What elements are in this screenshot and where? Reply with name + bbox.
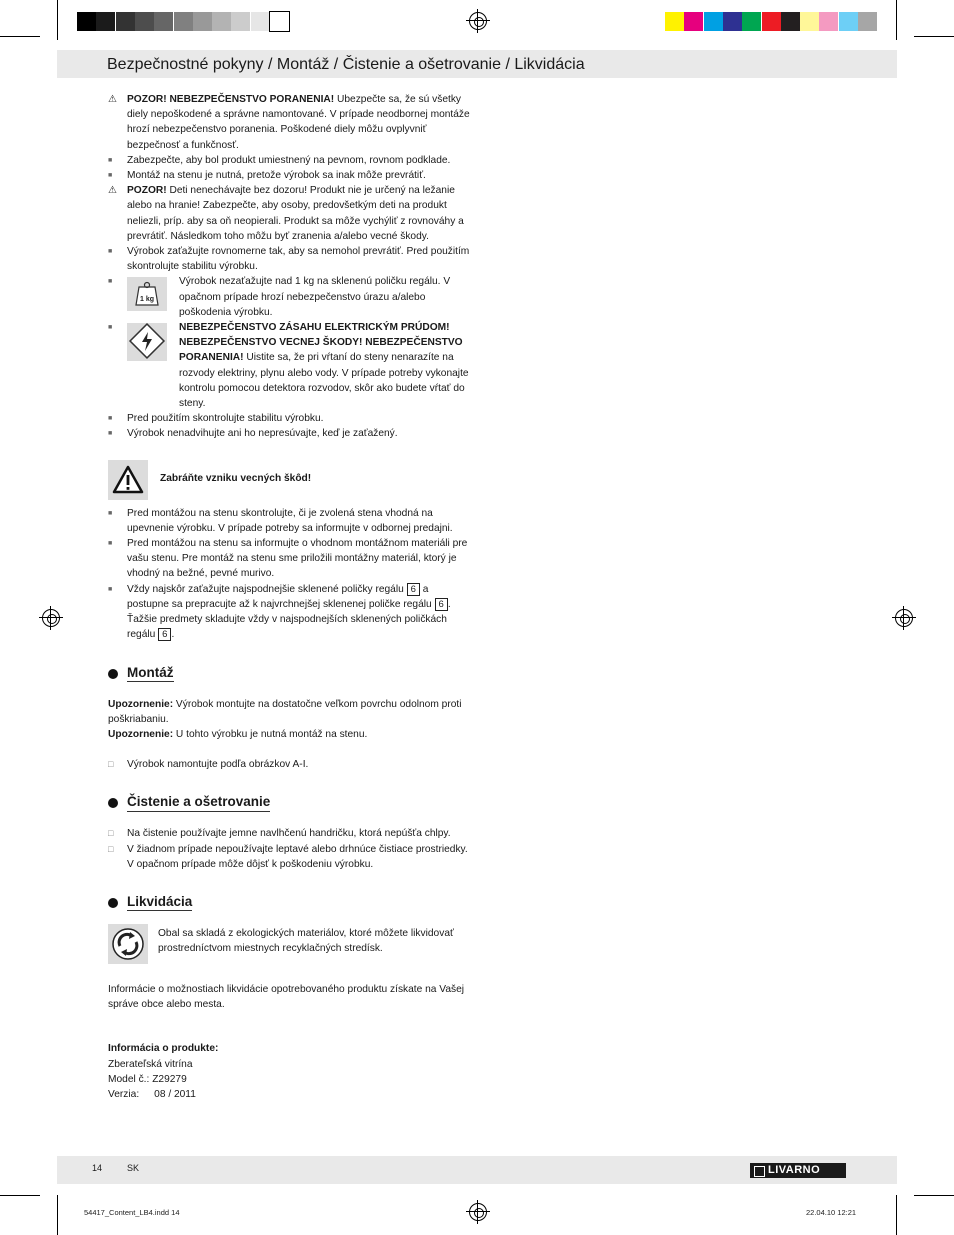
item-text: Výrobok nezaťažujte nad 1 kg na sklenenú poličku regálu. V opačnom prípade hrozí nebezpečenstvo úrazu a/alebo poškodenia výrobku. <box>179 276 451 318</box>
page-footer <box>57 1156 897 1184</box>
warning-triangle-icon <box>108 460 148 500</box>
safety-item <box>108 168 470 183</box>
safety-item <box>108 274 470 320</box>
model-value: Z29279 <box>152 1073 187 1085</box>
disposal-text: Obal sa skladá z ekologických materiálov, ktoré môžete likvidovať prostredníctvom miestnych recyklačných stredísk. <box>158 927 454 955</box>
bullet-icon <box>108 536 122 552</box>
bullet-dot-icon <box>108 798 118 808</box>
item-text: a postupne sa prepracujte až k najvrchnejšej sklenenej poličke regálu <box>127 583 435 610</box>
brand-mark-icon <box>754 1166 765 1177</box>
color-swatch <box>781 12 800 31</box>
section-heading-montaz <box>108 665 470 683</box>
version-label: Verzia: <box>108 1088 140 1100</box>
brand-logo <box>750 1163 846 1178</box>
weight-label: 1 kg <box>139 296 155 304</box>
product-info <box>108 1041 470 1102</box>
item-text: Montáž na stenu je nutná, pretože výrobok sa inak môže prevrátiť. <box>127 170 426 182</box>
electric-hazard-icon <box>127 323 167 361</box>
color-swatch <box>858 12 877 31</box>
warning-icon <box>108 183 122 198</box>
note <box>108 697 470 727</box>
crop-mark <box>896 0 897 40</box>
bullet-icon <box>108 426 122 442</box>
damage-item <box>108 506 470 536</box>
item-text: Deti nenechávajte bez dozoru! Produkt nie je určený na ležanie alebo na hranie! Zabezpečte, aby osoby, predovšetkým deti na produkt neliezli, príp. aby sa oň neopierali. Produkt sa môže vychýliť z rovnováhy a prevrátiť. Následkom toho môžu byť zranenia a/alebo vecné škody. <box>127 185 464 242</box>
product-version <box>108 1087 470 1102</box>
item-text: Pred montážou na stenu skontrolujte, či je zvolená stena vhodná na upevnenie výrobku. V prípade potreby sa informujte v odbornej predajni. <box>127 507 453 534</box>
bullet-dot-icon <box>108 898 118 908</box>
crop-mark <box>0 1195 40 1196</box>
item-text: Výrobok nenadvihujte ani ho nepresúvajte, keď je zaťažený. <box>127 428 398 440</box>
page-title: Bezpečnostné pokyny / Montáž / Čistenie a ošetrovanie / Likvidácia <box>107 56 585 73</box>
warning-icon <box>108 92 122 107</box>
step-item <box>108 826 470 841</box>
damage-item <box>108 536 470 582</box>
language-code: SK <box>127 1163 140 1173</box>
note-label: Upozornenie: <box>108 698 174 710</box>
checkbox-bullet-icon <box>108 826 122 841</box>
bullet-icon <box>108 244 122 260</box>
bullet-icon <box>108 153 122 169</box>
item-text: Výrobok namontujte podľa obrázkov A-I. <box>127 759 309 771</box>
safety-item <box>108 92 470 153</box>
color-swatch <box>819 12 838 31</box>
section-title: Likvidácia <box>127 894 192 911</box>
gray-swatch <box>174 12 193 31</box>
crop-mark <box>57 1195 58 1235</box>
item-text: . Ťažšie predmety skladujte vždy v najspodnejších sklenených poličkách regálu <box>127 598 451 641</box>
slug-date: 22.04.10 12:21 <box>806 1208 857 1217</box>
slug-filename: 54417_Content_LB4.indd 14 <box>84 1208 180 1217</box>
bullet-icon <box>108 320 122 336</box>
safety-item <box>108 244 470 274</box>
recycling-icon <box>108 924 148 964</box>
item-text: Pred montážou na stenu sa informujte o vhodnom montážnom materiáli pre vašu stenu. Pre montáž na stenu sme priložili montážny materiál, ktorý je vhodný na bežné, pevné murivo. <box>127 538 468 580</box>
damage-notice <box>108 460 470 500</box>
bullet-icon <box>108 506 122 522</box>
section-title: Montáž <box>127 665 174 682</box>
page-header <box>57 50 897 78</box>
gray-swatch <box>96 12 115 31</box>
registration-mark-icon <box>42 609 60 627</box>
product-info-title: Informácia o produkte: <box>108 1043 219 1055</box>
item-text: Uistite sa, že pri vŕtaní do steny nenarazíte na rozvody elektriny, plynu alebo vody. V prípade potreby vykonajte kontrolu pomocou detektora rozvodov, skôr ako budete vŕtať do steny. <box>179 352 469 410</box>
product-model <box>108 1072 470 1087</box>
crop-mark <box>896 1195 897 1235</box>
note-label: Upozornenie: <box>108 728 174 740</box>
safety-item <box>108 426 470 441</box>
color-swatch <box>742 12 761 31</box>
warning-label: POZOR! NEBEZPEČENSTVO PORANENIA! <box>127 94 335 105</box>
bullet-dot-icon <box>108 669 118 679</box>
damage-item <box>108 582 470 643</box>
brand-name: LIVARNO <box>768 1164 821 1176</box>
item-text: Pred použitím skontrolujte stabilitu výrobku. <box>127 413 324 425</box>
product-name: Zberateľská vitrína <box>108 1058 193 1070</box>
gray-swatch <box>231 12 250 31</box>
weight-limit-icon <box>127 277 167 311</box>
safety-item <box>108 320 470 411</box>
gray-swatch <box>270 12 289 31</box>
registration-mark-icon <box>469 1203 487 1221</box>
gray-swatch <box>212 12 231 31</box>
part-reference: 6 <box>407 583 420 596</box>
crop-mark <box>914 1195 954 1196</box>
item-text: Na čistenie používajte jemne navlhčenú handričku, ktorá nepúšťa chlpy. <box>127 828 451 840</box>
item-text: Ubezpečte sa, že sú všetky diely nepoškodené a správne namontované. V prípade neodbornej montáže hrozí nebezpečenstvo poranenia. Poškodené diely môžu ovplyvniť bezpečnosť a funkčnosť. <box>127 94 470 151</box>
part-reference: 6 <box>435 598 448 611</box>
bullet-icon <box>108 274 122 290</box>
color-swatch <box>704 12 723 31</box>
content-column <box>108 92 470 1102</box>
gray-swatch <box>193 12 212 31</box>
note <box>108 727 470 742</box>
section-heading-likvidacia <box>108 894 470 912</box>
item-text: Výrobok zaťažujte rovnomerne tak, aby sa nemohol prevrátiť. Pred použitím skontrolujte stabilitu výrobku. <box>127 246 470 273</box>
color-swatch <box>839 12 858 31</box>
crop-mark <box>0 36 40 37</box>
checkbox-bullet-icon <box>108 842 122 857</box>
color-swatch <box>762 12 781 31</box>
section-title: Čistenie a ošetrovanie <box>127 794 270 811</box>
bullet-icon <box>108 582 122 598</box>
gray-swatch <box>116 12 135 31</box>
item-text: V žiadnom prípade nepoužívajte leptavé alebo drhnúce čistiace prostriedky. V opačnom prípade môže dôjsť k poškodeniu výrobku. <box>127 843 468 870</box>
crop-mark <box>57 0 58 40</box>
step-item <box>108 757 470 772</box>
gray-swatch <box>251 12 270 31</box>
color-swatch <box>723 12 742 31</box>
note-text: Výrobok montujte na dostatočne veľkom povrchu odolnom proti poškriabaniu. <box>108 698 462 725</box>
color-swatch <box>684 12 703 31</box>
model-label: Model č.: <box>108 1073 150 1085</box>
gray-swatch <box>135 12 154 31</box>
color-swatch <box>665 12 684 31</box>
crop-mark <box>914 36 954 37</box>
note-text: U tohto výrobku je nutná montáž na stenu. <box>173 728 368 740</box>
bullet-icon <box>108 411 122 427</box>
page-number: 14 <box>92 1163 103 1173</box>
disposal-info: Informácie o možnostiach likvidácie opotrebovaného produktu získate na Vašej správe obce alebo mesta. <box>108 983 465 1011</box>
step-item <box>108 842 470 872</box>
warning-label: NEBEZPEČENSTVO ZÁSAHU ELEKTRICKÝM PRÚDOM! NEBEZPEČENSTVO VECNEJ ŠKODY! NEBEZPEČENSTVO PORANENIA! <box>179 322 463 364</box>
color-swatch <box>800 12 819 31</box>
safety-item <box>108 411 470 426</box>
registration-mark-icon <box>895 609 913 627</box>
bullet-icon <box>108 168 122 184</box>
item-text: Vždy najskôr zaťažujte najspodnejšie sklenené poličky regálu <box>127 583 407 595</box>
safety-item <box>108 153 470 168</box>
recycling-block <box>108 926 470 968</box>
item-text: . <box>171 629 175 641</box>
safety-item <box>108 183 470 244</box>
notice-title: Zabráňte vzniku vecných škôd! <box>160 472 312 484</box>
section-heading-cistenie <box>108 794 470 812</box>
gray-swatch <box>154 12 173 31</box>
registration-mark-icon <box>469 12 487 30</box>
version-value: 08 / 2011 <box>154 1088 196 1100</box>
checkbox-bullet-icon <box>108 757 122 772</box>
part-reference: 6 <box>158 628 171 641</box>
item-text: Zabezpečte, aby bol produkt umiestnený na pevnom, rovnom podklade. <box>127 154 451 166</box>
warning-label: POZOR! <box>127 185 167 197</box>
gray-swatch <box>77 12 96 31</box>
